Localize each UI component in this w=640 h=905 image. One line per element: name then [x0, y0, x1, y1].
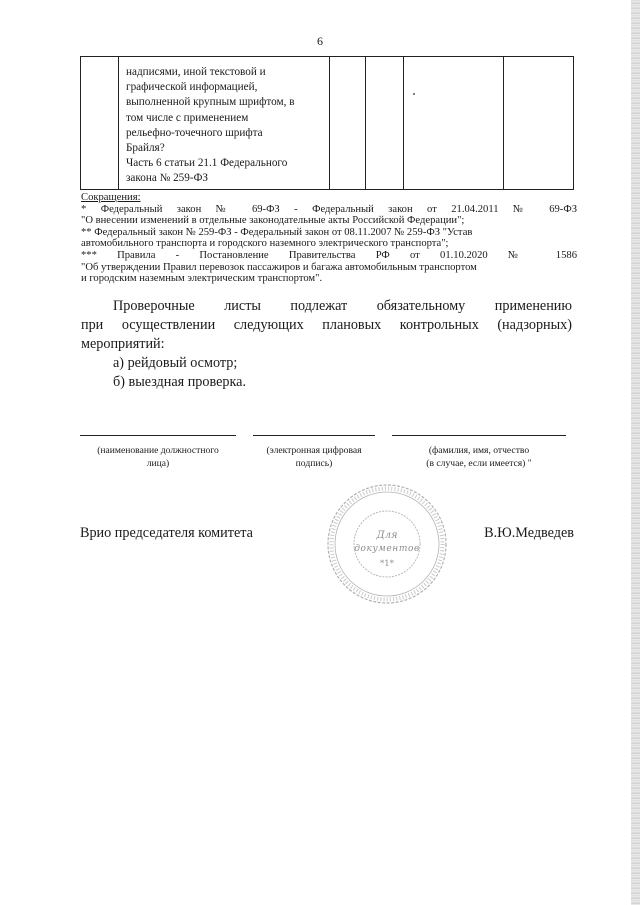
cell-line: рельефно-точечного шрифта: [126, 126, 263, 139]
body-line: Проверочные листы подлежат обязательному применению: [113, 298, 572, 314]
cell-line: Брайля?: [126, 142, 165, 155]
table-column-divider: [118, 57, 119, 189]
table-column-divider: [329, 57, 330, 189]
scan-speck: [413, 93, 415, 95]
cell-line: Часть 6 статьи 21.1 Федерального: [126, 157, 288, 170]
caption-line: (фамилия, имя, отчество: [428, 445, 530, 456]
body-list-item: а) рейдовый осмотр;: [113, 355, 238, 371]
table-cell-question: [126, 65, 326, 187]
footnotes: [81, 192, 577, 285]
table-column-divider: [403, 57, 404, 189]
footnote-line: *** Правила - Постановление Правительства РФ от 01.10.2020 № 1586: [81, 249, 577, 261]
caption-line: лица): [146, 458, 170, 469]
signatory-position: Врио председателя комитета: [80, 525, 253, 541]
footnote-line: автомобильного транспорта и городского наземного электрического транспорта";: [81, 238, 449, 250]
body-line: при осуществлении следующих плановых контрольных (надзорных): [81, 317, 572, 333]
caption-line: (электронная цифровая: [266, 445, 362, 456]
footnote-line: ** Федеральный закон № 259-ФЗ - Федеральный закон от 08.11.2007 № 259-ФЗ "Устав: [81, 226, 473, 238]
body-list-item: б) выездная проверка.: [113, 374, 247, 390]
caption-digital-signature: [244, 444, 384, 470]
body-line: мероприятий:: [81, 336, 165, 352]
cell-line: графической информацией,: [126, 81, 258, 94]
footnote-line: и городским наземным электрическим транспортом".: [81, 273, 323, 285]
cell-line: закона № 259-ФЗ: [126, 172, 209, 185]
caption-line: (в случае, если имеется) ": [426, 458, 532, 469]
caption-position: [78, 444, 238, 470]
body-paragraph: [81, 297, 572, 392]
table-fragment: [80, 56, 574, 190]
signature-line-name: [392, 435, 566, 436]
stamp-text: документов: [354, 544, 420, 554]
footnote-line: "О внесении изменений в отдельные законодательные акты Российской Федерации";: [81, 215, 465, 227]
cell-line: надписями, иной текстовой и: [126, 66, 266, 78]
signature-line-digital: [253, 435, 375, 436]
stamp-number: *1*: [380, 559, 394, 569]
page-number: 6: [317, 34, 323, 48]
table-column-divider: [365, 57, 366, 189]
footnotes-heading: Сокращения:: [81, 192, 141, 203]
caption-full-name: [392, 444, 566, 470]
cell-line: выполненной крупным шрифтом, в: [126, 96, 295, 109]
caption-line: (наименование должностного: [97, 445, 219, 456]
caption-line: подпись): [295, 458, 333, 469]
stamp-text: Для: [376, 530, 398, 541]
official-stamp: [325, 482, 449, 606]
cell-line: том числе с применением: [126, 111, 249, 124]
footnote-line: "Об утверждении Правил перевозок пассажиров и багажа автомобильным транспортом: [81, 261, 477, 273]
signature-line-position: [80, 435, 236, 436]
footnote-line: * Федеральный закон № 69-ФЗ - Федеральный закон от 21.04.2011 № 69-ФЗ: [81, 203, 577, 215]
scan-edge: [631, 0, 640, 905]
table-column-divider: [503, 57, 504, 189]
signatory-name: В.Ю.Медведев: [484, 525, 574, 541]
